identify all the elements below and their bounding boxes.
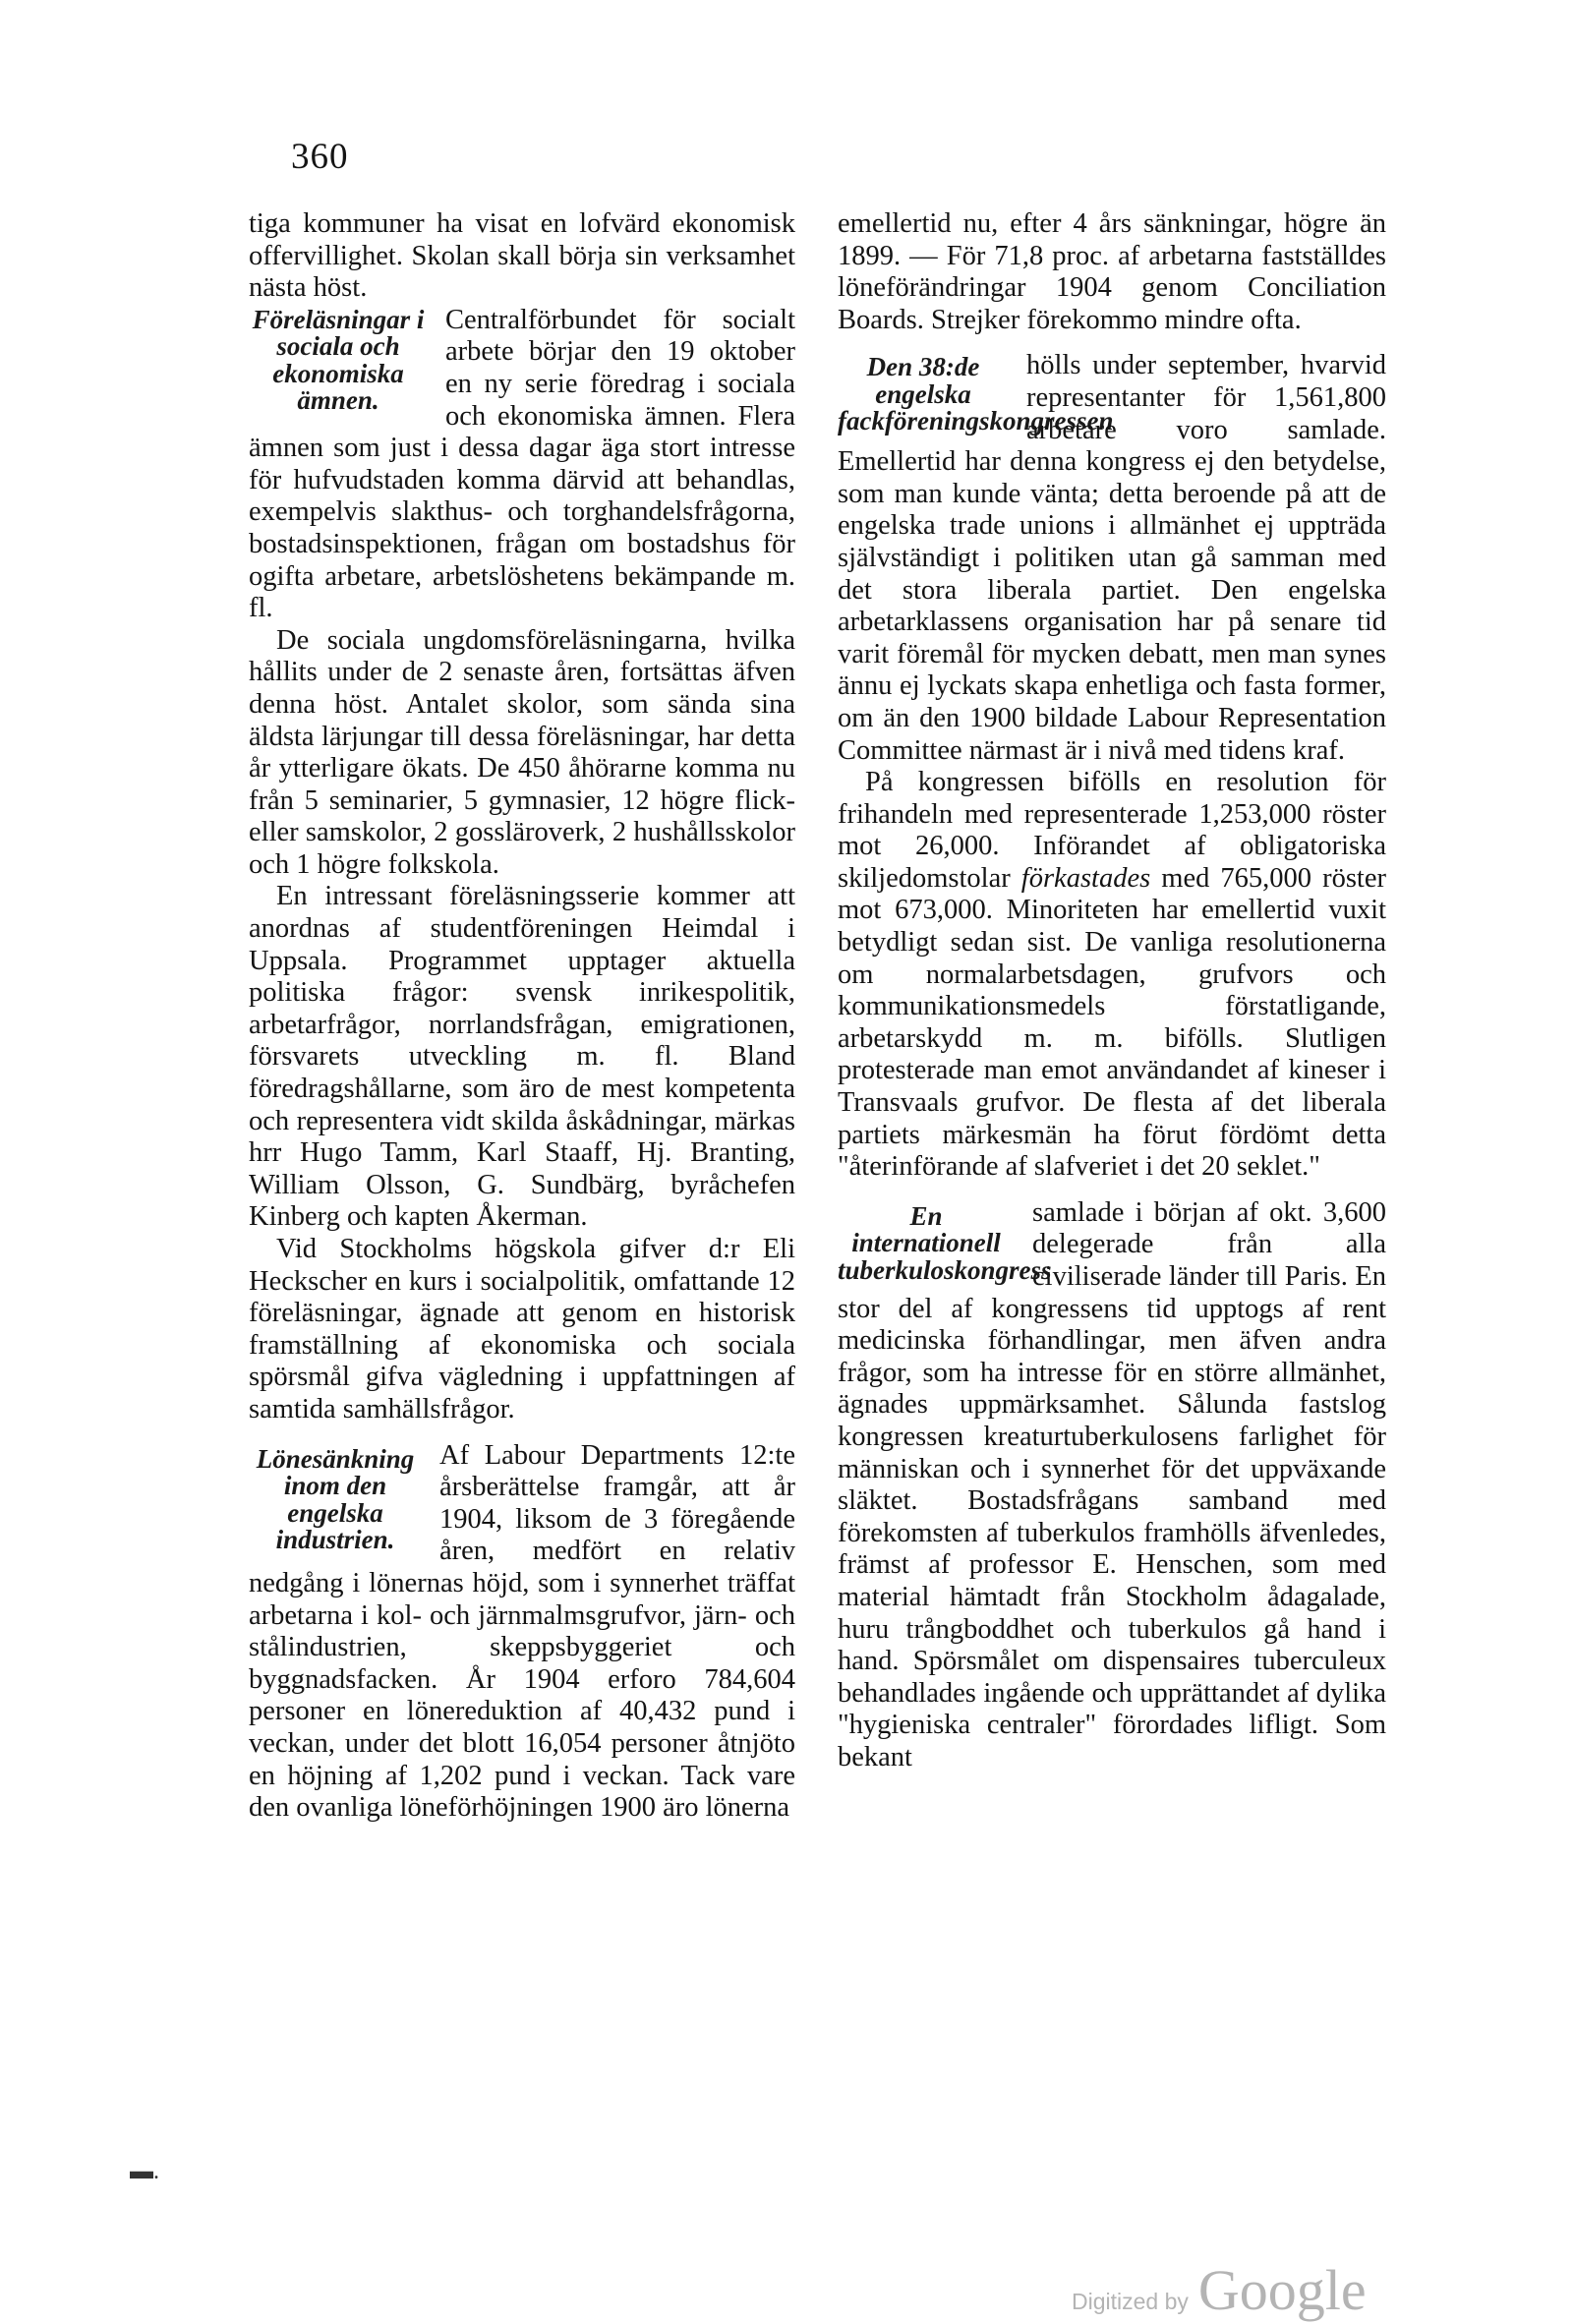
- digitized-watermark: [1072, 2257, 1367, 2323]
- paragraph: [838, 767, 1386, 1184]
- emphasis: förkastades: [1020, 862, 1151, 894]
- paragraph-text: samlade i början af okt. 3,600 delegerade från alla civiliserade länder till Paris. En stor del af kongressens tid upptogs af rent medicinska förhandlingar, men äfven andra frågor, som ha intresse för en större allmänhet, ägnades uppmärksamhet. Sålunda fastslog kongressen kreaturtuberkulosens farlighet för människan och i synnerhet för det uppväxande släktet. Bostadsfrågans samband med förekomsten af tuberkulos framhölls äfvenledes, främst af professor E. Henschen, som med material hämtadt från Stockholm ådagalade, huru trångboddhet och tuberkulos gå hand i hand. Spörsmålet om dispensaires tuberculeux behandlades ingående och upprättandet af dylika "hygieniska centraler" förordades lifligt. Som bekant: [838, 1196, 1386, 1772]
- paragraph-with-sidenote: [838, 350, 1386, 767]
- paragraph-text: Centralförbundet för socialt arbete börjar den 19 oktober en ny serie föredrag i sociala och ekonomiska ämnen. Flera ämnen som just i dessa dagar äga stort intresse för hufvudstaden komma därvid att behandlas, exempelvis slakthus- och torghandelsfrågorna, bostadsinspektionen, frågan om bostadshus för ogifta arbetare, arbetslöshetens bekämpande m. fl.: [249, 304, 795, 624]
- right-column: [838, 208, 1386, 1774]
- paragraph-text: Af Labour Departments 12:te årsberättelse framgår, att år 1904, liksom de 3 föregående åren, medfört en relativ nedgång i lönernas höjd, som i synnerhet träffat arbetarna i kol- och järnmalmsgrufvor, järn- och stålindustrien, skeppsbyggeriet och byggnadsfacken. År 1904 erforo 784,604 personer en lönereduktion af 40,432 pund i veckan, under det blott 16,054 personer åtnjöto en höjning af 1,202 pund i veckan. Tack vare den ovanliga löneförhöjningen 1900 äro lönerna: [249, 1439, 795, 1824]
- paragraph: De sociala ungdomsföreläsningarna, hvilka hållits under de 2 senaste åren, fortsättas äfven denna höst. Antalet skolor, som sända sina äldsta lärjungar till dessa föreläsningar, har detta år ytterligare ökats. De 450 åhörarne komma nu från 5 seminarier, 5 gymnasier, 12 högre flick- eller samskolor, 2 gossläroverk, 2 hushållsskolor och 1 högre folkskola.: [249, 624, 795, 880]
- margin-mark: ▬.: [130, 2159, 159, 2184]
- paragraph-text: hölls under september, hvarvid representanter för 1,561,800 arbetare voro samlade. Emellertid har denna kongress ej den betydelse, som man kunde vänta; detta beroende på att de engelska trade unions i allmänhet ej uppträda självständigt i politiken utan gå samman med det stora liberala partiet. Den engelska arbetarklassens organisation har på senare tid varit föremål för mycken debatt, men man synes ännu ej lyckats skapa enhetliga och fasta former, om än den 1900 bildade Labour Representation Committee närmast är i nivå med tidens kraf.: [838, 350, 1386, 766]
- page-number: 360: [291, 137, 349, 177]
- sidenote-forelasningar: Föreläsningar i sociala och ekonomiska ämnen.: [252, 304, 425, 416]
- paragraph: En intressant föreläsningsserie kommer att anordnas af studentföreningen Heimdal i Uppsala. Programmet upptager aktuella politiska frågor: svensk inrikespolitik, arbetarfrågor, norrlandsfrågan, emigrationen, försvarets utveckling m. fl. Bland föredragshållarne, som äro de mest kompetenta och representera vidt skilda åskådningar, märkas hrr Hugo Tamm, Karl Staaff, Hj. Branting, William Olsson, G. Sundbärg, byråchefen Kinberg och kapten Åkerman.: [249, 881, 795, 1233]
- paragraph: tiga kommuner ha visat en lofvärd ekonomisk offervillighet. Skolan skall börja sin verksamhet nästa höst.: [249, 208, 795, 304]
- paragraph: Vid Stockholms högskola gifver d:r Eli Heckscher en kurs i socialpolitik, omfattande 12 föreläsningar, ägnade att genom en historisk framställning af ekonomiska och sociala spörsmål gifva vägledning i uppfattningen af samtida samhällsfrågor.: [249, 1234, 795, 1424]
- watermark-prefix: Digitized by: [1072, 2289, 1189, 2314]
- sidenote-lonesankning: Lönesänkning inom den engelska industrien.: [256, 1443, 415, 1555]
- paragraph-text: med 765,000 röster mot 673,000. Minoriteten har emellertid vuxit betydligt sedan sist. De vanliga resolutionerna om normalarbetsdagen, grufvors och kommunikationsmedels förstatligande, arbetarskydd m. m. bifölls. Slutligen protesterade man emot användandet af kineser i Transvaals grufvor. De flesta af det liberala partiets märkesmän ha förut fördömt detta "återinförande af slafveriet i det 20 seklet.": [838, 862, 1386, 1183]
- paragraph: emellertid nu, efter 4 års sänkningar, högre än 1899. — För 71,8 proc. af arbetarna fastställdes löneförändringar 1904 genom Conciliation Boards. Strejker förekommo mindre ofta.: [838, 208, 1386, 335]
- paragraph-with-sidenote: [249, 1440, 795, 1825]
- google-logo: Google: [1197, 2258, 1367, 2322]
- paragraph-with-sidenote: [249, 305, 795, 625]
- sidenote-fackforeningskongressen: Den 38:de engelska fackföreningskongressen: [838, 352, 1114, 436]
- paragraph-with-sidenote: [838, 1197, 1386, 1774]
- sidenote-tuberkuloskongress: En internationell tuberkuloskongress: [838, 1200, 1052, 1285]
- left-column: [249, 208, 795, 1825]
- paragraph-text: På kongressen bifölls en resolution för frihandeln med representerade 1,253,000 röster mot 26,000. Införandet af obligatoriska skiljedomstolar: [838, 767, 1386, 894]
